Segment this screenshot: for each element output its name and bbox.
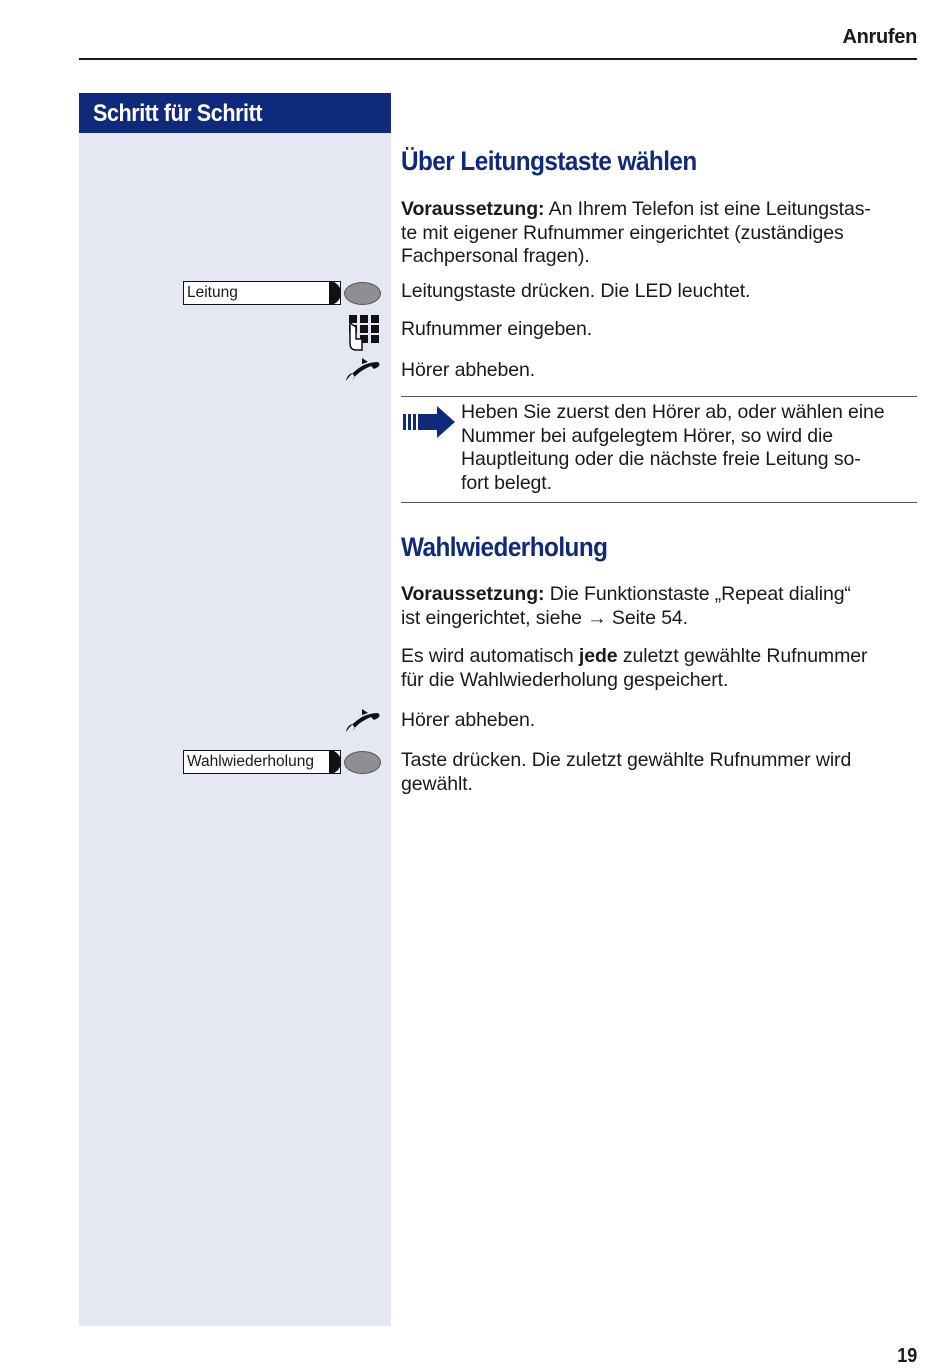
note-line: fort belegt. (461, 471, 552, 494)
section2-prerequisite (401, 583, 921, 630)
header-rule (79, 58, 917, 60)
prereq-text: ist eingerichtet, siehe (401, 606, 588, 629)
step-press-line-key: Leitungstaste drücken. Die LED leuchtet. (401, 280, 751, 302)
section-heading-line-key: Über Leitungstaste wählen (401, 146, 697, 176)
prereq-label: Voraussetzung: (401, 198, 545, 220)
sidebar-title: Schritt für Schritt (93, 100, 263, 127)
note-line: Nummer bei aufgelegtem Hörer, so wird die (461, 424, 833, 447)
info-text: für die Wahlwiederholung gespeichert. (401, 668, 729, 691)
step-text: gewählt. (401, 772, 473, 795)
section1-prerequisite (401, 198, 921, 269)
redial-key-label: Wahlwiederholung (183, 750, 341, 774)
note-bottom-rule (401, 502, 917, 503)
function-key-led-icon (344, 282, 381, 305)
step-enter-number: Rufnummer eingeben. (401, 318, 593, 340)
page-reference-link[interactable]: Seite 54. (606, 606, 688, 629)
note-line: Hauptleitung oder die nächste freie Leitung so- (461, 448, 861, 470)
step-lift-handset: Hörer abheben. (401, 359, 536, 381)
section-heading-redial: Wahlwiederholung (401, 532, 608, 562)
info-emphasis: jede (578, 645, 618, 667)
line-key-label: Leitung (183, 281, 341, 305)
note-top-rule (401, 396, 917, 397)
page-header-title: Anrufen (842, 26, 917, 48)
page-number: 19 (896, 1345, 917, 1367)
note-text (461, 401, 921, 495)
sidebar-header (79, 93, 391, 133)
prereq-text: te mit eigener Rufnummer eingerichtet (zuständiges (401, 221, 844, 244)
prereq-text: An Ihrem Telefon ist eine Leitungstas- (544, 198, 871, 220)
lift-handset-icon (344, 707, 382, 737)
arrow-right-icon: → (587, 606, 607, 629)
prereq-label: Voraussetzung: (401, 583, 545, 605)
info-text: zuletzt gewählte Rufnummer (617, 645, 868, 667)
step-lift-handset: Hörer abheben. (401, 709, 536, 731)
step-text: Taste drücken. Die zuletzt gewählte Rufnummer wird (401, 749, 852, 771)
prereq-text: Die Funktionstaste „Repeat dialing“ (544, 583, 851, 605)
info-text: Es wird automatisch (401, 645, 579, 667)
keypad-icon (344, 313, 382, 353)
function-key-led-icon (344, 751, 381, 774)
redial-auto-info (401, 645, 921, 692)
note-line: Heben Sie zuerst den Hörer ab, oder wählen eine (461, 401, 885, 423)
prereq-text: Fachpersonal fragen). (401, 245, 590, 267)
lift-handset-icon (344, 356, 382, 386)
step-press-redial (401, 749, 921, 796)
note-arrow-icon (401, 404, 457, 440)
